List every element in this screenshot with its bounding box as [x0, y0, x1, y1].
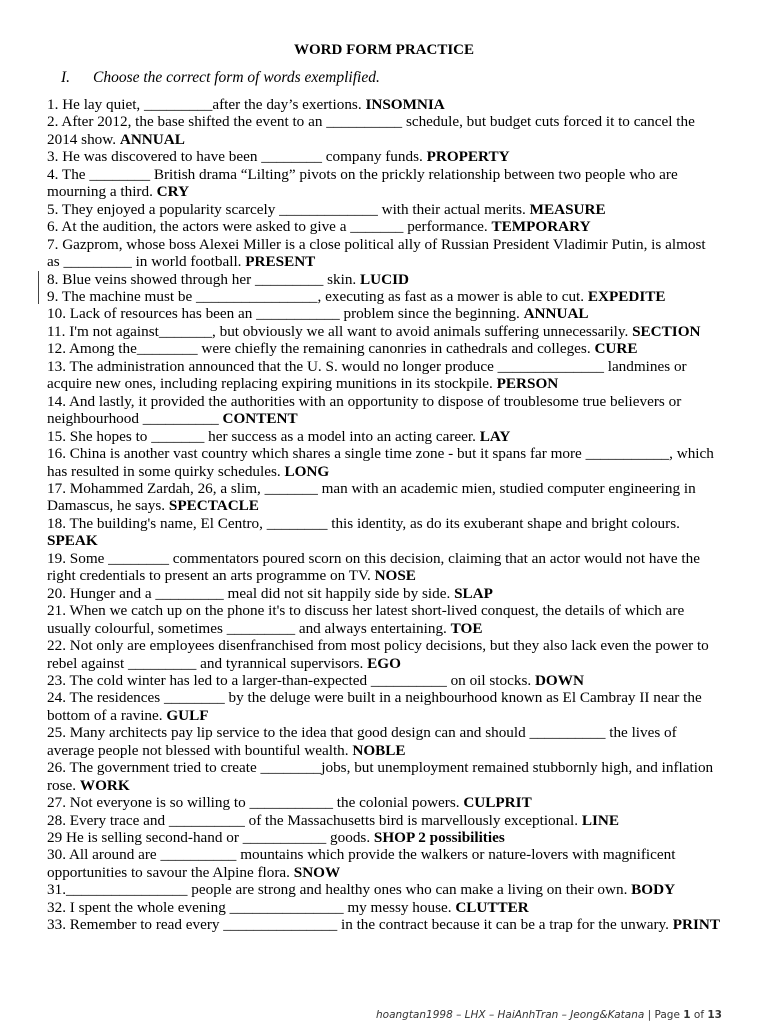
question-keyword: SHOP 2 possibilities — [373, 829, 505, 847]
question-keyword: SPECTACLE — [168, 497, 259, 515]
question-text: 23. The cold winter has led to a larger-than-expected __________ on oil stocks. — [47, 671, 535, 689]
question-keyword: LONG — [284, 462, 330, 480]
question-item — [47, 393, 722, 428]
question-keyword: INSOMNIA — [365, 96, 445, 113]
question-item — [47, 550, 722, 585]
instruction-number: I. — [61, 69, 71, 86]
question-item — [47, 271, 722, 288]
question-item — [47, 846, 722, 881]
question-text: 25. Many architects pay lip service to the idea that good design can and should __________ the lives of average people not blessed with bountiful wealth. — [47, 724, 677, 759]
question-text: 15. She hopes to _______ her success as a model into an acting career. — [47, 427, 480, 445]
question-text: 18. The building's name, El Centro, ________ this identity, as do its exuberant shape and bright colours. — [47, 514, 680, 532]
question-keyword: PRINT — [672, 916, 720, 934]
question-text: 22. Not only are employees disenfranchised from most policy decisions, but they also lack even the power to rebel against _________ and tyrannical supervisors. — [47, 637, 709, 672]
question-text: 32. I spent the whole evening _______________ my messy house. — [47, 898, 456, 916]
question-text: 21. When we catch up on the phone it's to discuss her latest short-lived conquest, the details of which are usually colourful, sometimes _________ and always entertaining. — [47, 602, 685, 637]
page-footer — [376, 1009, 722, 1021]
question-keyword: NOBLE — [352, 741, 406, 759]
question-text: 13. The administration announced that the U. S. would no longer produce ______________ landmines or acquire new ones, including replacing expiring munitions in its stockpile. — [47, 357, 687, 393]
question-text: 5. They enjoyed a popularity scarcely _____________ with their actual merits. — [47, 200, 530, 218]
question-keyword: CLUTTER — [455, 898, 529, 916]
question-text: 12. Among the________ were chiefly the remaining canonries in cathedrals and colleges. — [47, 340, 595, 358]
page-title: WORD FORM PRACTICE — [294, 42, 474, 58]
margin-change-bar — [38, 271, 39, 304]
question-text: 20. Hunger and a _________ meal did not sit happily side by side. — [47, 584, 455, 602]
question-item — [47, 305, 722, 322]
question-keyword: NOSE — [374, 567, 416, 585]
footer-page-label: Page — [654, 1009, 684, 1021]
question-text: 33. Remember to read every _______________ in the contract because it can be a trap for the unwary. — [47, 916, 673, 934]
question-text: 8. Blue veins showed through her _________ skin. — [47, 270, 361, 288]
footer-page-total: 13 — [707, 1009, 722, 1021]
question-item — [47, 794, 722, 811]
question-item — [47, 585, 722, 602]
question-keyword: ANNUAL — [523, 305, 589, 323]
question-keyword: MEASURE — [529, 200, 606, 218]
question-item — [47, 759, 722, 794]
question-text: 2. After 2012, the base shifted the event to an __________ schedule, but budget cuts forced it to cancel the 2014 show. — [47, 113, 695, 148]
question-keyword: EGO — [367, 654, 401, 672]
question-text: 28. Every trace and __________ of the Massachusetts bird is marvellously exceptional. — [47, 811, 582, 829]
question-keyword: SPEAK — [47, 532, 98, 550]
question-list — [47, 96, 722, 934]
question-item — [47, 916, 722, 933]
footer-credits: hoangtan1998 – LHX – HaiAnhTran – Jeong&Katana — [375, 1009, 645, 1021]
question-item — [47, 724, 722, 759]
question-keyword: PRESENT — [245, 253, 316, 271]
question-text: 27. Not everyone is so willing to ___________ the colonial powers. — [47, 794, 464, 812]
question-keyword: SLAP — [454, 584, 493, 602]
question-item — [47, 881, 722, 898]
footer-page-of: of — [690, 1009, 708, 1021]
question-text: 4. The ________ British drama “Lilting” pivots on the prickly relationship between two people who are mourning a third. — [47, 165, 678, 201]
question-item — [47, 358, 722, 393]
question-text: 6. At the audition, the actors were asked to give a _______ performance. — [47, 218, 492, 236]
question-item — [47, 428, 722, 445]
question-keyword: SECTION — [632, 322, 701, 340]
footer-separator: | — [644, 1009, 655, 1021]
question-keyword: PERSON — [496, 375, 559, 393]
question-text: 24. The residences ________ by the deluge were built in a neighbourhood known as El Cambray II near the bottom of a ravine. — [47, 689, 702, 724]
question-keyword: LUCID — [360, 270, 409, 288]
question-keyword: TEMPORARY — [491, 218, 591, 236]
question-item — [47, 236, 722, 271]
question-keyword: EXPEDITE — [587, 287, 666, 305]
question-keyword: LINE — [581, 811, 619, 829]
question-item — [47, 672, 722, 689]
question-item — [47, 166, 722, 201]
question-text: 10. Lack of resources has been an ___________ problem since the beginning. — [47, 305, 524, 323]
question-text: 31.________________ people are strong and healthy ones who can make a living on their own. — [47, 881, 632, 899]
question-keyword: DOWN — [534, 671, 584, 689]
question-item — [47, 689, 722, 724]
question-item — [47, 323, 722, 340]
question-item — [47, 637, 722, 672]
question-item — [47, 480, 722, 515]
question-text: 7. Gazprom, whose boss Alexei Miller is a close political ally of Russian President Vladimir Putin, is almost as _________ in world football. — [47, 235, 706, 271]
question-item — [47, 96, 722, 113]
question-text: 11. I'm not against_______, but obviously we all want to avoid animals suffering unnecessarily. — [47, 322, 633, 340]
instruction-text: Choose the correct form of words exemplified. — [93, 69, 380, 86]
question-text: 17. Mohammed Zardah, 26, a slim, _______ man with an academic mien, studied computer engineering in Damascus, he says. — [47, 479, 696, 515]
question-keyword: CURE — [594, 340, 638, 358]
question-item — [47, 201, 722, 218]
question-item — [47, 113, 722, 148]
question-text: 26. The government tried to create ________jobs, but unemployment remained stubbornly high, and inflation rose. — [47, 759, 714, 794]
question-text: 30. All around are __________ mountains which provide the walkers or nature-lovers with magnificent opportunities to savour the Alpine flora. — [47, 846, 676, 881]
question-keyword: LAY — [479, 427, 511, 445]
question-keyword: CONTENT — [222, 410, 298, 428]
question-item — [47, 899, 722, 916]
question-text: 1. He lay quiet, _________after the day’s exertions. — [47, 96, 366, 113]
question-item — [47, 829, 722, 846]
question-text: 16. China is another vast country which shares a single time zone - but it spans far more ___________, which has resulted in some quirky schedules. — [47, 445, 714, 480]
question-item — [47, 445, 722, 480]
question-keyword: GULF — [166, 706, 209, 724]
question-text: 9. The machine must be ________________, executing as fast as a mower is able to cut. — [47, 287, 588, 305]
question-keyword: ANNUAL — [119, 130, 185, 148]
question-item — [47, 602, 722, 637]
question-keyword: CRY — [156, 183, 190, 201]
question-keyword: BODY — [631, 881, 676, 899]
question-keyword: WORK — [79, 776, 130, 794]
instruction — [61, 69, 380, 87]
question-keyword: SNOW — [293, 863, 341, 881]
question-text: 14. And lastly, it provided the authorities with an opportunity to dispose of troublesome true believers or neighbourhood __________ — [47, 392, 682, 428]
question-item — [47, 218, 722, 235]
question-text: 29 He is selling second-hand or ___________ goods. — [47, 829, 374, 847]
question-keyword: CULPRIT — [463, 794, 532, 812]
question-text: 3. He was discovered to have been ________ company funds. — [47, 148, 427, 166]
question-keyword: TOE — [450, 619, 483, 637]
question-keyword: PROPERTY — [426, 148, 510, 166]
question-item — [47, 340, 722, 357]
question-text: 19. Some ________ commentators poured scorn on this decision, claiming that an actor would not have the right credentials to present an arts programme on TV. — [47, 549, 700, 585]
question-item — [47, 288, 722, 305]
footer-page-current: 1 — [683, 1009, 691, 1021]
question-item — [47, 148, 722, 165]
question-item — [47, 515, 722, 550]
question-item — [47, 812, 722, 829]
